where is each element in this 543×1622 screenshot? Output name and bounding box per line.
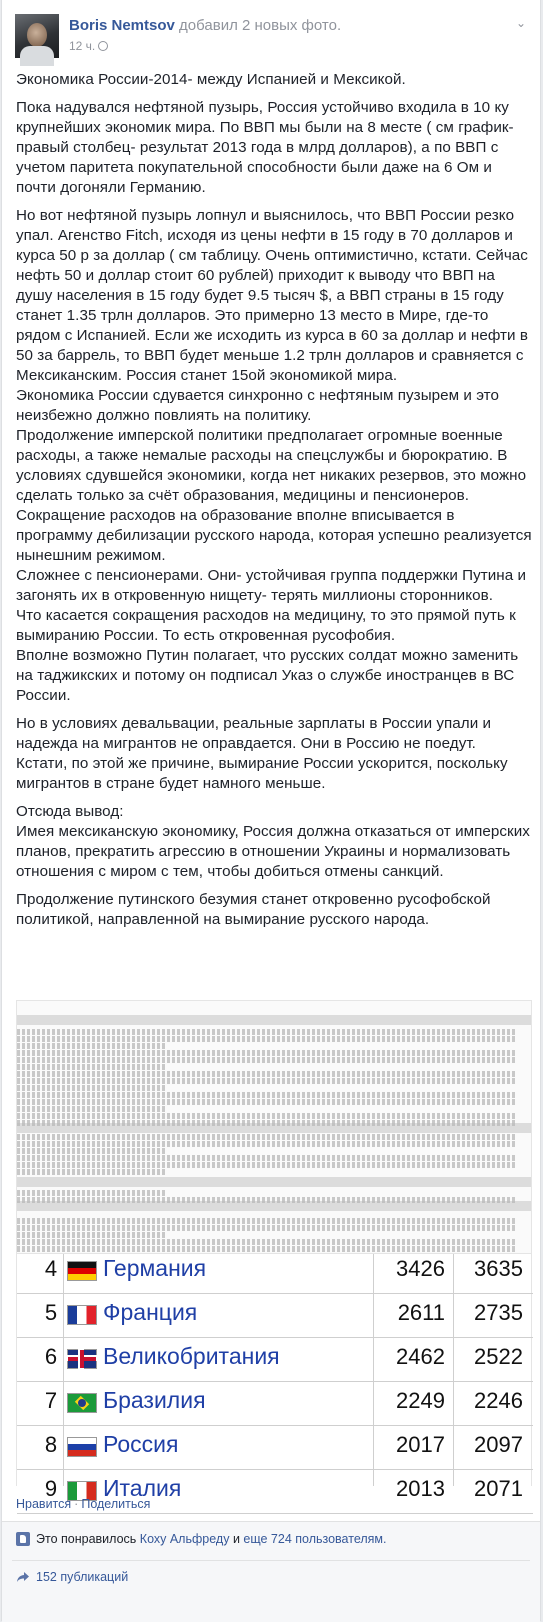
gdp-2014-cell: 2097 xyxy=(474,1432,523,1457)
gdp-2014-cell: 2071 xyxy=(474,1476,523,1501)
post-paragraph-2: Пока надувался нефтяной пузырь, Россия устойчиво входила в 10 ку крупнейших экономик мира. По ВВП мы были на 8 месте ( см график- правый столбец- результат 2013 года в млрд долларов), а по ВВП с учетом паритета покупательной способности были даже на 6 Ом и почти догоняли Германию. xyxy=(16,99,514,196)
gdp-table-row xyxy=(17,1380,533,1426)
fine-print-line xyxy=(17,1239,517,1245)
author-name[interactable]: Boris Nemtsov xyxy=(69,17,175,34)
avatar-face xyxy=(27,23,47,47)
post-time-row xyxy=(69,39,108,53)
country-name: Германия xyxy=(103,1255,207,1281)
gdp-2013-cell: 2249 xyxy=(396,1388,445,1413)
fine-print-line xyxy=(17,1106,167,1112)
fine-print-line xyxy=(17,1050,517,1056)
fine-print-line xyxy=(17,1134,517,1140)
fine-print-line xyxy=(17,1071,517,1077)
gdp-2013-cell: 2462 xyxy=(396,1344,445,1369)
fine-print-line xyxy=(17,1197,517,1203)
post-time[interactable]: 12 ч. xyxy=(69,39,96,53)
country-name: Франция xyxy=(103,1299,198,1325)
gdp-ranking-photo[interactable] xyxy=(16,1254,532,1501)
fine-print-line xyxy=(17,1162,517,1168)
thumbs-up-icon xyxy=(16,1532,30,1546)
table-section-band xyxy=(17,1177,531,1187)
country-name: Бразилия xyxy=(103,1387,206,1413)
fine-print-line xyxy=(17,1120,517,1126)
fine-print-line xyxy=(17,1057,517,1063)
rank-cell: 9 xyxy=(44,1476,58,1501)
rank-cell: 5 xyxy=(44,1300,58,1325)
share-link[interactable]: Поделиться xyxy=(81,1497,151,1511)
likes-and: и xyxy=(232,1532,240,1546)
gdp-table-row xyxy=(17,1424,533,1470)
fine-print-line xyxy=(17,1085,167,1091)
action-separator: · xyxy=(74,1497,79,1511)
country-name: Великобритания xyxy=(103,1343,280,1369)
post-header xyxy=(15,14,530,62)
chevron-down-icon[interactable]: ⌄ xyxy=(515,16,527,30)
shares-count: 152 публикаций xyxy=(36,1570,129,1584)
author-line xyxy=(69,17,341,34)
avatar-shirt xyxy=(20,46,54,66)
post-paragraph-6: Продолжение путинского безумия станет откровенно русофобской политикой, направленной на вымирание русского народа. xyxy=(16,891,491,928)
gdp-2013-cell: 3426 xyxy=(396,1256,445,1281)
gdp-table-row xyxy=(17,1248,533,1294)
fine-print-line xyxy=(17,1029,517,1035)
rank-cell: 4 xyxy=(44,1256,58,1281)
rank-cell: 6 xyxy=(44,1344,58,1369)
fine-print-line xyxy=(17,1078,517,1084)
table-section-band xyxy=(17,1015,531,1025)
post-actions xyxy=(16,1497,150,1511)
fitch-table-photo[interactable] xyxy=(16,1000,532,1254)
shares-summary[interactable] xyxy=(16,1570,128,1584)
country-name: Россия xyxy=(103,1431,179,1457)
liker-link[interactable]: Коху Альфреду xyxy=(139,1532,230,1546)
post-body xyxy=(16,70,532,938)
like-link[interactable]: Нравится xyxy=(16,1497,72,1511)
gdp-2013-cell: 2017 xyxy=(396,1432,445,1457)
fine-print-line xyxy=(17,1064,167,1070)
avatar[interactable] xyxy=(15,14,59,58)
fine-print-line xyxy=(17,1218,517,1224)
fine-print-line xyxy=(17,1155,517,1161)
post-paragraph-4: Но в условиях девальвации, реальные зарплаты в России упали и надежда на мигрантов не оправдается. Они в Россию не поедут. Кстати, по этой же причине, вымирание России ускорится, поскольку мигрантов в стране будет намного меньше. xyxy=(16,715,508,792)
fine-print-line xyxy=(17,1169,167,1175)
fine-print-line xyxy=(17,1043,167,1049)
feedback-box xyxy=(2,1521,540,1622)
flag-icon xyxy=(67,1437,97,1457)
rank-cell: 7 xyxy=(44,1388,58,1413)
gdp-2013-cell: 2013 xyxy=(396,1476,445,1501)
post-action: добавил 2 новых фото. xyxy=(179,17,342,34)
post-paragraph-5: Отсюда вывод: Имея мексиканскую экономику, Россия должна отказаться от имперских планов, прекратить агрессию в отношении Украины и нормализовать отношения с миром с тем, чтобы добиться отмены санкций. xyxy=(16,803,530,880)
share-icon xyxy=(16,1571,30,1583)
post-card xyxy=(1,0,541,1621)
gdp-2013-cell: 2611 xyxy=(397,1300,445,1325)
fine-print-line xyxy=(17,1148,167,1154)
gdp-table-row xyxy=(17,1292,533,1338)
other-likers-link[interactable]: еще 724 пользователям. xyxy=(243,1532,387,1546)
fine-print-line xyxy=(17,1113,517,1119)
flag-icon xyxy=(67,1349,97,1369)
likes-prefix: Это понравилось xyxy=(36,1532,137,1546)
fine-print-line xyxy=(17,1190,167,1196)
gdp-2014-cell: 2522 xyxy=(474,1344,523,1369)
flag-icon xyxy=(67,1393,97,1413)
fine-print-line xyxy=(17,1141,517,1147)
rank-cell: 8 xyxy=(44,1432,58,1457)
gdp-2014-cell: 3635 xyxy=(474,1256,523,1281)
gdp-2014-cell: 2246 xyxy=(474,1388,523,1413)
fine-print-line xyxy=(17,1225,517,1231)
fine-print-line xyxy=(17,1232,167,1238)
post-paragraph-3: Но вот нефтяной пузырь лопнул и выяснилось, что ВВП России резко упал. Агенство Fitch, исходя из цены нефти в 15 году в 70 долларов и курса 50 р за доллар ( см таблицу. Очень оптимистично, кстати. Сейчас нефть 50 и доллар стоит 60 рублей) приходит к выводу что ВВП на душу населения в 15 году будет 9.5 тысяч $, а ВВП страны в 15 году станет 1.35 трлн долларов. Это примерно 13 место в Мире, где-то рядом с Испанией. Если же исходить из курса в 60 за доллар и нефти в 50 за баррель, то ВВП будет меньше 1.2 трлн долларов и сравняется с Мексиканским. Россия станет 15ой экономикой мира. Экономика России сдувается синхронно с нефтяным пузырем и это неизбежно должно повлиять на политику. Продолжение имперской политики предполагает огромные военные расходы, а также немалые расходы на спецслужбы и бюрократию. В условиях сдувшейся экономики, когда нет никаких резервов, это можно сделать только за счёт образования, медицины и пенсионеров. Сокращение расходов на образование вполне вписывается в программу дебилизации русского народа, которая успешно реализуется нынешним режимом. Сложнее с пенсионерами. Они- устойчивая группа поддержки Путина и загонять их в откровенную нищету- терять миллионы сторонников. Что касается сокращения расходов на медицину, то это прямой путь к вымиранию России. То есть откровенная русофобия. Вполне возможно Путин полагает, что русских солдат можно заменить на таджикских и потому он подписал Указ о службе иностранцев в ВС России. xyxy=(16,207,532,704)
fine-print-line xyxy=(17,1092,517,1098)
feedback-divider xyxy=(12,1560,530,1561)
globe-icon xyxy=(98,41,108,51)
gdp-2014-cell: 2735 xyxy=(474,1300,523,1325)
flag-icon xyxy=(67,1261,97,1281)
country-name: Италия xyxy=(103,1475,182,1501)
fine-print-line xyxy=(17,1036,517,1042)
flag-icon xyxy=(67,1305,97,1325)
gdp-table-row xyxy=(17,1336,533,1382)
post-paragraph-1: Экономика России-2014- между Испанией и Мексикой. xyxy=(16,71,406,88)
likes-summary xyxy=(16,1532,386,1546)
fine-print-line xyxy=(17,1099,517,1105)
